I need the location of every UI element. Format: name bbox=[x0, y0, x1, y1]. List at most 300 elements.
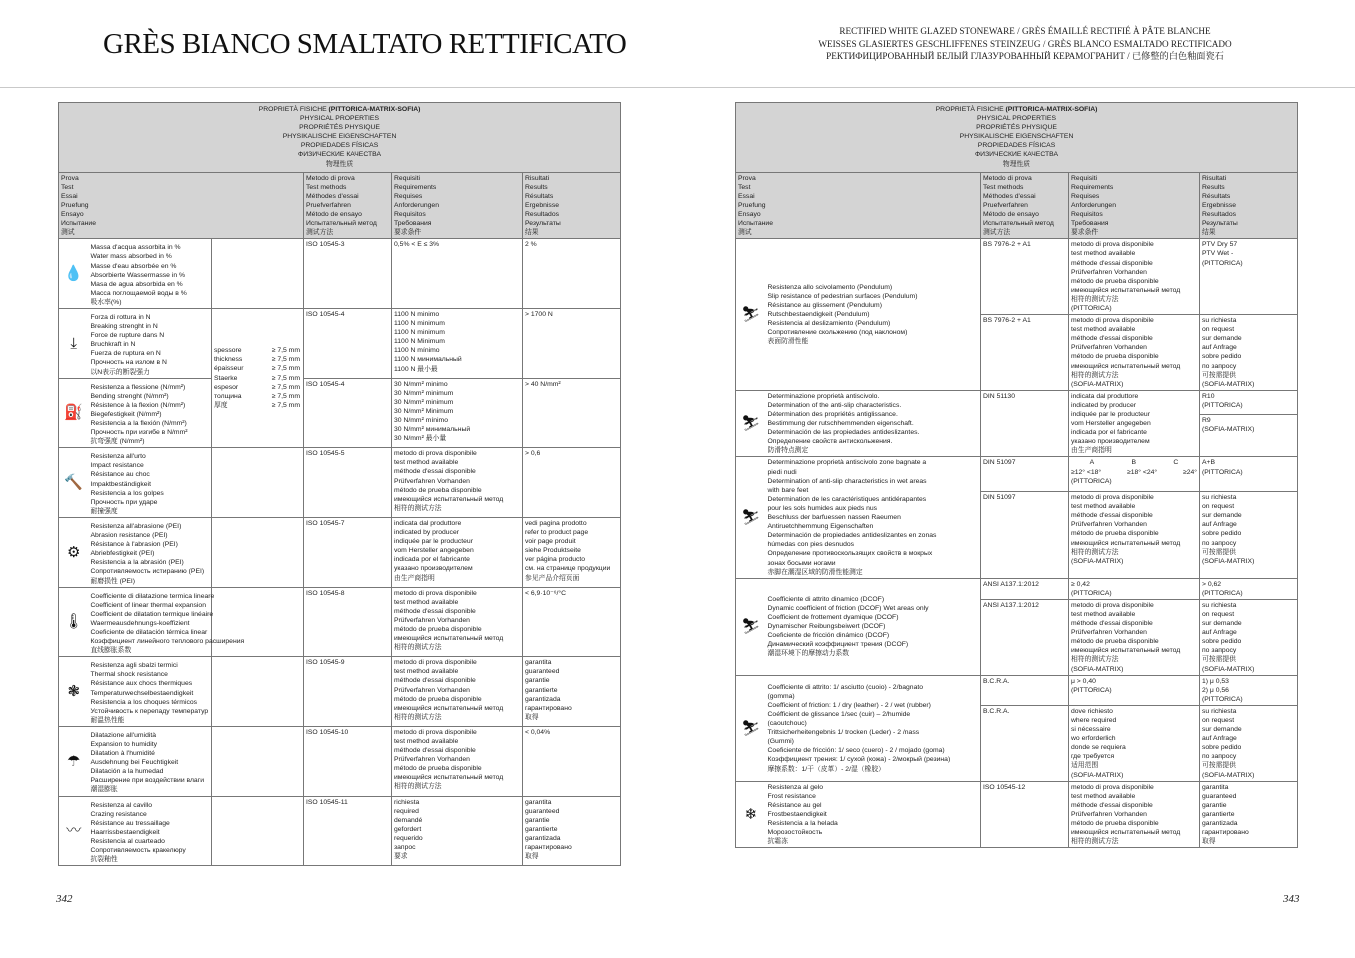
text-line: 抗裂釉性 bbox=[90, 856, 118, 864]
class-letter: B bbox=[1131, 459, 1137, 467]
text-line: Испытательный метод bbox=[306, 220, 377, 228]
text-line: Results bbox=[525, 183, 548, 191]
slip-person-icon: ⛷ bbox=[736, 578, 766, 675]
text-line: dove richiesto bbox=[1071, 707, 1113, 715]
crazing-icon: 〰 bbox=[59, 796, 89, 866]
text-line: Trittsicherheitengebnis 1/ trocken (Leder) - 2 /nass bbox=[767, 729, 920, 737]
text-line: 1100 N минимальный bbox=[394, 356, 462, 364]
text-line: 1100 N minimum bbox=[394, 320, 445, 328]
page-subtitle bbox=[760, 25, 1290, 63]
table-title-line: PHYSIKALISCHE EIGENSCHAFTEN bbox=[959, 133, 1074, 141]
text-line: Test bbox=[738, 183, 751, 191]
text-line: Résistance au gel bbox=[767, 801, 822, 809]
text-line: Pruefverfahren bbox=[306, 201, 351, 209]
test-name-cell bbox=[766, 578, 981, 675]
text-line: metodo di prova disponibile bbox=[394, 589, 477, 597]
column-header-requirements bbox=[392, 172, 523, 239]
text-line: Coefficient de frottement dyamique (DCOF) bbox=[767, 614, 899, 622]
text-line: 1100 N minimo bbox=[394, 310, 440, 318]
text-line: 要求条件 bbox=[394, 229, 422, 237]
slip-person-icon: ⛷ bbox=[736, 390, 766, 457]
empty-cell bbox=[212, 587, 304, 657]
text-line: test method available bbox=[394, 668, 459, 676]
method-cell bbox=[981, 315, 1069, 391]
text-line: Anforderungen bbox=[394, 201, 439, 209]
text-line: 0,5% < E ≤ 3% bbox=[394, 241, 440, 249]
text-line: Pruefung bbox=[738, 201, 766, 209]
text-line: test method available bbox=[1071, 610, 1136, 618]
thickness-cell bbox=[212, 308, 304, 447]
text-line: (SOFIA-MATRIX) bbox=[1202, 771, 1255, 779]
text-line: garantita bbox=[1202, 783, 1229, 791]
empty-cell bbox=[212, 796, 304, 866]
text-line: 相符的测试方法 bbox=[1071, 838, 1119, 846]
text-line: gefordert bbox=[394, 825, 422, 833]
text-line: Requirements bbox=[394, 183, 437, 191]
text-line: Abriebfestigkeit (PEI) bbox=[90, 550, 155, 558]
table-title-cell bbox=[736, 103, 1298, 173]
requirements-cell bbox=[392, 657, 523, 727]
text-line: Сопротивляемость кракелюру bbox=[90, 847, 186, 855]
page-number-left: 342 bbox=[56, 893, 73, 905]
results-cell bbox=[523, 448, 621, 518]
text-line: (PITTORICA) bbox=[1202, 695, 1243, 703]
text-line: test method available bbox=[394, 598, 459, 606]
text-line: méthode d'essai disponible bbox=[394, 468, 476, 476]
text-line: Thermal shock resistance bbox=[90, 671, 168, 679]
text-line: 摩擦系数：1/干（皮革）- 2/湿（橡胶） bbox=[767, 765, 885, 773]
text-line: sur demande bbox=[1202, 726, 1242, 734]
text-line: metodo di prova disponibile bbox=[394, 659, 477, 667]
text-line: 可按需提供 bbox=[1202, 548, 1236, 556]
requirements-cell bbox=[1069, 705, 1200, 781]
text-line: Коэффициент трения: 1/ сухой (кожа) - 2/мокрый (резина) bbox=[767, 756, 951, 764]
text-line: имеющийся испытательный метод bbox=[394, 704, 504, 712]
text-line: Determination de les caractéristiques antidérapantes bbox=[767, 495, 927, 503]
subtitle-line: RECTIFIED WHITE GLAZED STONEWARE / GRÈS ÉMAILLÉ RECTIFIÉ À PÂTE BLANCHE bbox=[839, 26, 1211, 36]
text-line: Requisiti bbox=[1071, 174, 1098, 182]
requirements-cell bbox=[1069, 457, 1200, 492]
text-line: Prüfverfahren Vorhanden bbox=[1071, 629, 1147, 637]
text-line: Frost resistance bbox=[767, 792, 816, 800]
text-line: Prova bbox=[738, 174, 756, 182]
table-row bbox=[736, 675, 1298, 705]
text-line: ISO 10545-11 bbox=[306, 798, 348, 806]
text-line: 测试方法 bbox=[983, 229, 1011, 237]
text-line: указано производителем bbox=[1071, 438, 1150, 446]
method-cell bbox=[304, 587, 392, 657]
results-cell bbox=[523, 657, 621, 727]
text-line: requerido bbox=[394, 834, 423, 842]
text-line: Requises bbox=[1071, 192, 1100, 200]
text-line: (SOFIA-MATRIX) bbox=[1071, 557, 1124, 565]
text-line: Resistencia a los golpes bbox=[90, 489, 164, 497]
text-line: 测试 bbox=[738, 229, 752, 237]
text-line: méthode d'essai disponible bbox=[394, 607, 476, 615]
text-line: Coefficiente di attrito: 1/ asciutto (cuoio) - 2/bagnato bbox=[767, 683, 924, 691]
text-line: 以N表示的断裂强力 bbox=[90, 368, 150, 376]
text-line: sur demande bbox=[1202, 620, 1242, 628]
text-line: (SOFIA-MATRIX) bbox=[1202, 557, 1255, 565]
text-line: Risultati bbox=[525, 174, 550, 182]
text-line: Impaktbeständigkeit bbox=[90, 480, 151, 488]
text-line: Résistance à l'abrasion (PEI) bbox=[90, 541, 178, 549]
table-title-line: PROPRIÉTÉS PHYSIQUE bbox=[976, 124, 1057, 132]
text-line: 1100 N mínimo bbox=[394, 347, 440, 355]
text-line: PTV Dry 57 bbox=[1202, 241, 1238, 249]
text-line: 赤脚在潮湿区域的防滑性能测定 bbox=[767, 568, 863, 576]
text-line: método de prueba disponible bbox=[1071, 353, 1159, 361]
test-name-cell bbox=[89, 517, 212, 587]
text-line: 1100 N minimum bbox=[394, 329, 445, 337]
text-line: Морозостойкость bbox=[767, 829, 823, 837]
text-line: Pruefung bbox=[61, 201, 89, 209]
text-line: 可按需提供 bbox=[1202, 762, 1236, 770]
text-line: Resistencia a la abrasión (PEI) bbox=[90, 559, 184, 567]
text-line: Результаты bbox=[1202, 220, 1238, 228]
text-line: Méthodes d'essai bbox=[983, 192, 1036, 200]
text-line: Determinazione proprietà antiscivolo zone bagnate a bbox=[767, 459, 927, 467]
thermometer-icon: 🌡 bbox=[59, 587, 89, 657]
text-line: Determinación de las propiedades antideslizantes. bbox=[767, 429, 920, 437]
text-line: garantita bbox=[525, 659, 552, 667]
text-line: Requisitos bbox=[394, 211, 426, 219]
method-cell bbox=[981, 239, 1069, 315]
class-range: ≥24° bbox=[1182, 468, 1197, 476]
text-line: ver página producto bbox=[525, 556, 586, 564]
text-line: test method available bbox=[1071, 792, 1136, 800]
text-line: ISO 10545-7 bbox=[306, 519, 345, 527]
text-line: Dilatazione all'umidità bbox=[90, 731, 157, 739]
page-title: GRÈS BIANCO SMALTATO RETTIFICATO bbox=[103, 28, 627, 60]
class-range: ≥12° <18° bbox=[1071, 468, 1102, 476]
text-line: 取得 bbox=[525, 853, 539, 861]
text-line: PTV Wet - bbox=[1202, 250, 1234, 258]
thickness-label: thickness bbox=[214, 356, 243, 364]
text-line: Biegefestigkeit (N/mm²) bbox=[90, 410, 162, 418]
text-line: Coeficiente de fricción dinámico (DCOF) bbox=[767, 632, 890, 640]
text-line: Коэффициент линейного теплового расширения bbox=[90, 638, 245, 646]
text-line: si nécessaire bbox=[1071, 726, 1111, 734]
text-line: Расширение при воздействии влаги bbox=[90, 777, 204, 785]
text-line: имеющийся испытательный метод bbox=[1071, 539, 1181, 547]
text-line: по запросу bbox=[1202, 539, 1237, 547]
text-line: 测试 bbox=[61, 229, 75, 237]
thickness-value: ≥ 7,5 mm bbox=[271, 374, 300, 382]
test-name-cell bbox=[766, 781, 981, 848]
text-line: Frostbestaendigkeit bbox=[767, 810, 827, 818]
thickness-value: ≥ 7,5 mm bbox=[271, 356, 300, 364]
method-cell bbox=[981, 705, 1069, 781]
impact-hammer-icon: 🔨 bbox=[59, 448, 89, 518]
text-line: Antiruetchhemmung Eigenschaften bbox=[767, 523, 874, 531]
empty-cell bbox=[212, 517, 304, 587]
table-title-line: PROPRIÉTÉS PHYSIQUE bbox=[299, 124, 380, 132]
text-line: 结果 bbox=[525, 229, 539, 237]
text-line: (PITTORICA) bbox=[1202, 401, 1243, 409]
text-line: garantita bbox=[525, 798, 552, 806]
text-line: método de prueba disponible bbox=[394, 625, 482, 633]
text-line: su richiesta bbox=[1202, 601, 1237, 609]
text-line: Resultados bbox=[1202, 211, 1237, 219]
text-line: 表面防滑性能 bbox=[767, 338, 809, 346]
text-line: Coeficiente de dilatación térmica linear bbox=[90, 628, 208, 636]
text-line: > 40 N/mm² bbox=[525, 380, 561, 388]
text-line: 耐温热性能 bbox=[90, 716, 125, 724]
text-line: имеющийся испытательный метод bbox=[1071, 362, 1181, 370]
text-line: méthode d'essai disponible bbox=[1071, 335, 1153, 343]
text-line: Expansion to humidity bbox=[90, 741, 157, 748]
text-line: B.C.R.A. bbox=[983, 677, 1010, 685]
requirements-cell bbox=[1069, 239, 1200, 315]
results-cell bbox=[1200, 675, 1298, 705]
text-line: donde se requiera bbox=[1071, 744, 1126, 752]
method-cell bbox=[981, 599, 1069, 675]
text-line: Determinazione proprietà antiscivolo. bbox=[767, 392, 880, 400]
text-line: garantierte bbox=[525, 825, 558, 833]
text-line: guaranteed bbox=[525, 668, 560, 676]
column-header-results bbox=[523, 172, 621, 239]
text-line: vom Hersteller angegeben bbox=[1071, 420, 1151, 428]
text-line: Resistenza al gelo bbox=[767, 783, 824, 791]
text-line: DIN 51097 bbox=[983, 494, 1016, 502]
method-cell bbox=[981, 675, 1069, 705]
text-line: Requisitos bbox=[1071, 211, 1103, 219]
physical-properties-table-left bbox=[58, 102, 621, 866]
text-line: 相符的测试方法 bbox=[1071, 371, 1119, 379]
text-line: (PITTORICA) bbox=[1071, 477, 1112, 485]
column-header-test bbox=[736, 172, 981, 239]
text-line: имеющийся испытательный метод bbox=[394, 635, 504, 643]
results-cell bbox=[1200, 492, 1298, 579]
text-line: método de prueba disponible bbox=[1071, 638, 1159, 646]
text-line: garantizada bbox=[1202, 820, 1238, 828]
requirements-cell bbox=[1069, 390, 1200, 457]
text-line: 1100 N Minimum bbox=[394, 338, 445, 346]
text-line: Resistenza agli sbalzi termici bbox=[90, 662, 178, 670]
thickness-label: espesor bbox=[214, 383, 239, 391]
text-line: where required bbox=[1071, 717, 1117, 724]
text-line: Dynamic coefficient of friction (DCOF) Wet areas only bbox=[767, 604, 929, 612]
text-line: 要求 bbox=[394, 853, 408, 861]
text-line: (SOFIA-MATRIX) bbox=[1071, 771, 1124, 779]
text-line: Anforderungen bbox=[1071, 201, 1116, 209]
text-line: Испытание bbox=[61, 220, 96, 228]
text-line: metodo di prova disponibile bbox=[1071, 783, 1154, 791]
text-line: BS 7976-2 + A1 bbox=[983, 241, 1031, 249]
text-line: Determination of the anti-slip characteristics. bbox=[767, 401, 902, 409]
text-line: 由生产商指明 bbox=[1071, 447, 1112, 455]
text-line: > 0,62 bbox=[1202, 580, 1222, 588]
results-cell bbox=[1200, 239, 1298, 315]
text-line: B.C.R.A. bbox=[983, 707, 1010, 715]
requirements-cell bbox=[1069, 315, 1200, 391]
text-line: Temperaturwechselbestaendigkeit bbox=[90, 689, 194, 697]
text-line: auf Anfrage bbox=[1202, 344, 1237, 352]
column-header-method bbox=[981, 172, 1069, 239]
text-line: garantierte bbox=[1202, 810, 1235, 818]
text-line: 相符的测试方法 bbox=[394, 783, 442, 791]
text-line: 参见产品介绍页面 bbox=[525, 574, 580, 582]
text-line: Coefficient de dilatation termique linéaire bbox=[90, 610, 214, 618]
table-row bbox=[736, 390, 1298, 457]
text-line: indicata dal produttore bbox=[394, 519, 462, 527]
text-line: имеющийся испытательный метод bbox=[1071, 829, 1181, 837]
text-line: Prüfverfahren Vorhanden bbox=[1071, 810, 1147, 818]
text-line: Ergebnisse bbox=[525, 201, 560, 209]
text-line: 相符的测试方法 bbox=[1071, 548, 1119, 556]
text-line: sobre pedido bbox=[1202, 744, 1242, 752]
text-line: 2 % bbox=[525, 241, 537, 249]
text-line: Crazing resistance bbox=[90, 810, 147, 818]
method-cell bbox=[304, 239, 392, 309]
text-line: guaranteed bbox=[525, 807, 560, 815]
text-line: Prova bbox=[61, 174, 79, 182]
table-row bbox=[736, 239, 1298, 315]
text-line: имеющийся испытательный метод bbox=[394, 774, 504, 782]
thickness-value: ≥ 7,5 mm bbox=[271, 383, 300, 391]
test-name-cell bbox=[89, 657, 212, 727]
table-row bbox=[59, 517, 621, 587]
requirements-cell bbox=[1069, 599, 1200, 675]
results-cell bbox=[523, 239, 621, 309]
text-line: 结果 bbox=[1202, 229, 1216, 237]
text-line: Прочность при ударе bbox=[90, 498, 158, 506]
test-name-cell bbox=[89, 448, 212, 518]
text-line: sur demande bbox=[1202, 335, 1242, 343]
text-line: ISO 10545-4 bbox=[306, 310, 345, 318]
test-name-cell bbox=[89, 378, 212, 448]
text-line: Requirements bbox=[1071, 183, 1114, 191]
text-line: Определение свойств антискольжения. bbox=[767, 438, 893, 446]
table-title-cell bbox=[59, 103, 621, 173]
text-line: garantie bbox=[1202, 801, 1227, 809]
requirements-cell bbox=[392, 587, 523, 657]
text-line: Masse d'eau absorbée en % bbox=[90, 262, 177, 270]
text-line: Prüfverfahren Vorhanden bbox=[394, 756, 470, 764]
method-cell bbox=[981, 457, 1069, 492]
text-line: (SOFIA-MATRIX) bbox=[1202, 665, 1255, 673]
text-line: metodo di prova disponibile bbox=[1071, 601, 1154, 609]
table-row bbox=[59, 657, 621, 727]
text-line: Test methods bbox=[983, 183, 1024, 191]
text-line: ≥ 0,42 bbox=[1071, 580, 1090, 588]
test-name-cell bbox=[766, 239, 981, 391]
text-line: Método de ensayo bbox=[306, 211, 362, 219]
results-cell bbox=[523, 378, 621, 448]
text-line: ISO 10545-8 bbox=[306, 589, 345, 597]
text-line: Prüfverfahren Vorhanden bbox=[394, 616, 470, 624]
text-line: ISO 10545-4 bbox=[306, 380, 345, 388]
empty-cell bbox=[212, 726, 304, 796]
text-line: richiesta bbox=[394, 798, 420, 806]
text-line: Resistencia al deslizamiento (Pendulum) bbox=[767, 320, 891, 328]
text-line: piedi nudi bbox=[767, 468, 797, 476]
text-line: Resistenza all'urto bbox=[90, 453, 146, 461]
text-line: 潮湿膨胀 bbox=[90, 786, 118, 794]
test-name-cell bbox=[766, 390, 981, 457]
text-line: demandé bbox=[394, 816, 423, 824]
requirements-cell bbox=[392, 517, 523, 587]
method-cell bbox=[304, 657, 392, 727]
table-title-series: (PITTORICA-MATRIX-SOFIA) bbox=[1005, 106, 1098, 113]
physical-properties-table-right bbox=[735, 102, 1298, 848]
text-line: 30 N/mm² минимальный bbox=[394, 426, 471, 434]
text-line: 相符的测试方法 bbox=[1071, 656, 1119, 664]
text-line: méthode d'essai disponible bbox=[1071, 512, 1153, 520]
text-line: Determinación de propiedades antideslizantes en zonas bbox=[767, 532, 937, 540]
subtitle-line: WEISSES GLASIERTES GESCHLIFFENES STEINZEUG / GRÈS BLANCO ESMALTADO RECTIFICADO bbox=[818, 38, 1232, 49]
method-cell bbox=[304, 517, 392, 587]
text-line: metodo di prova disponibile bbox=[394, 450, 477, 458]
text-line: (Gummi) bbox=[767, 738, 794, 746]
table-row bbox=[59, 239, 621, 309]
thickness-label: 厚度 bbox=[214, 401, 228, 409]
requirements-cell bbox=[1069, 675, 1200, 705]
results-cell bbox=[1200, 578, 1298, 599]
text-line: garantizada bbox=[525, 695, 561, 703]
text-line: 1) μ 0,53 bbox=[1202, 677, 1229, 685]
results-cell bbox=[523, 587, 621, 657]
text-line: ISO 10545-3 bbox=[306, 241, 345, 249]
text-line: Требования bbox=[1071, 220, 1109, 228]
text-line: test method available bbox=[1071, 503, 1136, 511]
method-cell bbox=[981, 492, 1069, 579]
text-line: μ > 0,40 bbox=[1071, 677, 1096, 685]
text-line: по запросу bbox=[1202, 753, 1237, 761]
text-line: método de prueba disponible bbox=[1071, 530, 1159, 538]
text-line: Essai bbox=[738, 192, 755, 200]
text-line: garantierte bbox=[525, 686, 558, 694]
requirements-cell bbox=[392, 448, 523, 518]
text-line: Сопротивляемость истиранию (PEI) bbox=[90, 568, 205, 576]
text-line: Impact resistance bbox=[90, 462, 144, 470]
text-line: DIN 51130 bbox=[983, 392, 1015, 400]
text-line: по запросу bbox=[1202, 647, 1237, 655]
text-line: 相符的测试方法 bbox=[394, 504, 442, 512]
text-line: auf Anfrage bbox=[1202, 735, 1237, 743]
text-line: guaranteed bbox=[1202, 792, 1237, 800]
text-line: Prüfverfahren Vorhanden bbox=[1071, 521, 1147, 529]
thermal-shock-icon: ❃ bbox=[59, 657, 89, 727]
text-line: Requisiti bbox=[394, 174, 421, 182]
requirements-cell bbox=[1069, 578, 1200, 599]
text-line: Прочность на излом в N bbox=[90, 359, 167, 367]
text-line: ISO 10545-12 bbox=[983, 783, 1026, 791]
text-line: Coefficient of linear thermal expansion bbox=[90, 601, 206, 609]
text-line: Test bbox=[61, 183, 74, 191]
text-line: siehe Produktseite bbox=[525, 547, 581, 555]
text-line: metodo di prova disponibile bbox=[1071, 241, 1154, 249]
text-line: Metodo di prova bbox=[306, 174, 355, 182]
text-line: запрос bbox=[394, 844, 416, 852]
table-title-line: PROPIEDADES FÍSICAS bbox=[977, 142, 1056, 150]
text-line: auf Anfrage bbox=[1202, 629, 1237, 637]
text-line: Resistenza allo scivolamento (Pendulum) bbox=[767, 283, 893, 291]
empty-cell bbox=[212, 239, 304, 309]
text-line: Abrasion resistance (PEI) bbox=[90, 532, 168, 540]
text-line: Resistencia al cuarteado bbox=[90, 837, 165, 845]
table-row bbox=[59, 308, 621, 378]
test-name-cell bbox=[89, 796, 212, 866]
text-line: Prüfverfahren Vorhanden bbox=[1071, 344, 1147, 352]
text-line: 30 N/mm² minimo bbox=[394, 380, 448, 388]
slip-person-icon: ⛷ bbox=[736, 239, 766, 391]
text-line: Résistance au choc bbox=[90, 471, 150, 479]
table-row bbox=[736, 578, 1298, 599]
test-name-cell bbox=[89, 587, 245, 657]
text-line: Massa d'acqua assorbita in % bbox=[90, 244, 181, 252]
